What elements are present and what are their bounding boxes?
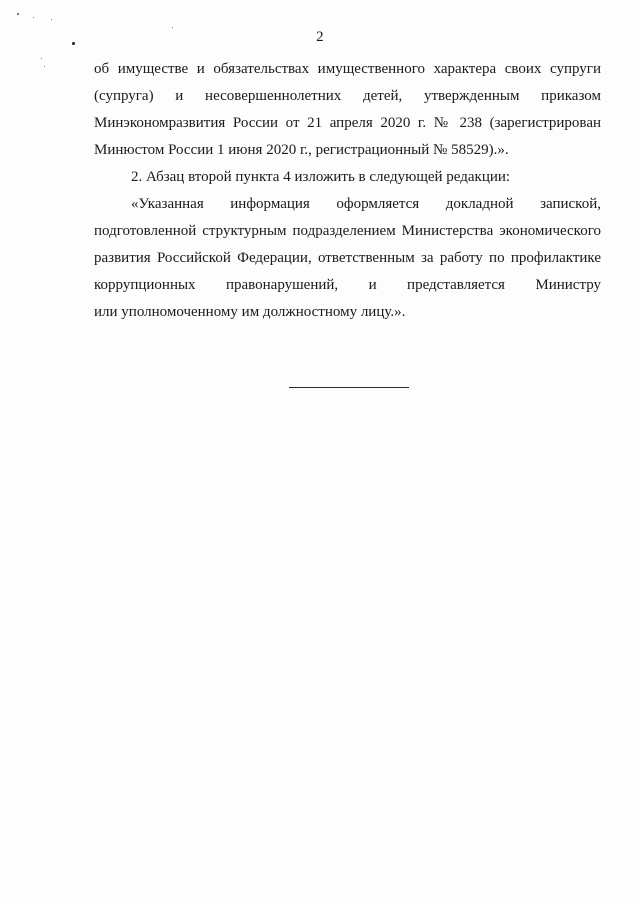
text-line: Минэкономразвития России от 21 апреля 2020 г. № 238 (зарегистрирован xyxy=(94,115,601,131)
paragraph-item-2 xyxy=(94,164,601,191)
text-line: 2. Абзац второй пункта 4 изложить в следующей редакции: xyxy=(131,169,511,185)
text-line: об имуществе и обязательствах имущественного характера своих супруги xyxy=(94,61,601,77)
text-line: «Указанная информация оформляется докладной запиской, xyxy=(131,196,601,212)
scan-speck xyxy=(41,58,42,59)
text-line: (супруга) и несовершеннолетних детей, утвержденным приказом xyxy=(94,88,601,104)
scan-speck xyxy=(33,17,34,18)
text-line: подготовленной структурным подразделением Министерства экономического xyxy=(94,223,601,239)
text-line: развития Российской Федерации, ответственным за работу по профилактике xyxy=(94,250,601,266)
text-line: Минюстом России 1 июня 2020 г., регистрационный № 58529).». xyxy=(94,142,509,158)
text-line: коррупционных правонарушений, и представляется Министру xyxy=(94,277,601,293)
scan-speck xyxy=(44,66,45,67)
scan-speck xyxy=(51,19,52,20)
scan-speck xyxy=(17,13,19,15)
end-divider-line xyxy=(289,387,409,388)
paragraph-continuation xyxy=(94,56,601,164)
scan-speck xyxy=(172,27,173,28)
text-line: или уполномоченному им должностному лицу.». xyxy=(94,304,406,320)
page-number: 2 xyxy=(316,29,324,45)
paragraph-quote xyxy=(94,191,601,326)
